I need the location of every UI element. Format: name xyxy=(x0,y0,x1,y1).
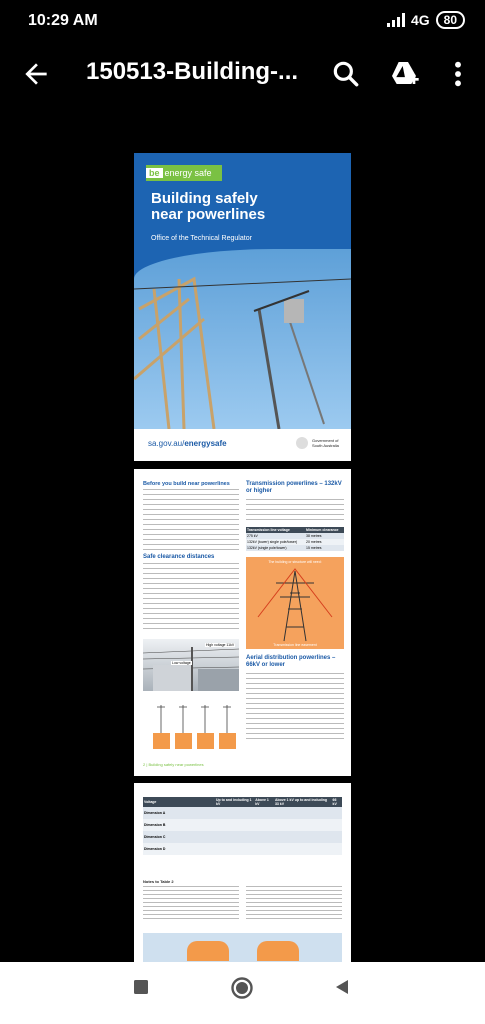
nav-back-icon[interactable] xyxy=(333,978,351,996)
gov-logo-text: Government of South Australia xyxy=(312,438,339,448)
nav-recents-icon[interactable] xyxy=(132,978,150,996)
photo-label-low: Low voltage xyxy=(172,661,191,665)
table-notes-title: Notes to Table 2 xyxy=(143,879,174,884)
page2-heading-left-2: Safe clearance distances xyxy=(143,554,215,560)
battery-icon xyxy=(436,11,465,29)
page3-notes-right xyxy=(246,886,342,920)
pdf-page-3[interactable] xyxy=(134,783,351,962)
transmission-clearance-table xyxy=(246,527,344,551)
page2-heading-left: Before you build near powerlines xyxy=(143,481,230,487)
table-row: Dimension A xyxy=(143,807,342,819)
transmission-tower-diagram: The building or structure will need: Transmission line easement xyxy=(246,557,344,649)
status-indicators xyxy=(387,11,465,29)
table-row: Dimension C xyxy=(143,831,342,843)
page2-text-block-1 xyxy=(143,489,239,553)
cover-subtitle: Office of the Technical Regulator xyxy=(151,235,252,242)
network-type: 4G xyxy=(410,12,430,28)
page3-notes-left xyxy=(143,886,239,920)
street-powerline-photo xyxy=(143,639,239,691)
document-title: 150513-Building-... xyxy=(86,58,299,85)
distribution-clearance-table xyxy=(143,797,342,855)
status-bar xyxy=(0,0,485,44)
pdf-viewer[interactable] xyxy=(0,106,485,962)
brand-logo: be energy safe xyxy=(146,165,222,181)
construction-scene-image xyxy=(134,249,351,429)
clearance-zone-shape xyxy=(257,941,299,961)
cover-url: sa.gov.au/energysafe xyxy=(148,439,227,448)
page2-heading-right: Transmission powerlines – 132kV or higher xyxy=(246,481,342,494)
cover-title: Building safely near powerlines xyxy=(151,190,266,223)
table-header-row: Voltage Up to and including 1 kV Above 1 kV Above 1 kV up to and including 33 kV 66 kV xyxy=(143,797,342,807)
app-bar xyxy=(0,44,485,106)
pole-diagram-image xyxy=(143,697,239,751)
pdf-page-2[interactable] xyxy=(134,469,351,776)
pdf-page-1[interactable] xyxy=(134,153,351,461)
page2-heading-right-2: Aerial distribution powerlines – 66kV or lower xyxy=(246,655,336,668)
page2-text-block-4 xyxy=(246,673,344,743)
battery-level: 80 xyxy=(443,13,457,27)
pole-clearance-diagram xyxy=(143,697,239,751)
page2-text-block-3 xyxy=(246,499,344,523)
table-row: 132kV (tower) single pole/tower) 20 metres xyxy=(246,539,344,545)
photo-label-high: High voltage 11kV xyxy=(206,643,235,647)
cover-photo xyxy=(134,249,351,429)
cover-footer xyxy=(134,429,351,461)
signal-icon xyxy=(387,13,405,27)
page2-footer: 2 | Building safely near powerlines xyxy=(143,762,204,767)
page2-text-block-2 xyxy=(143,563,239,633)
tower-image xyxy=(246,557,344,649)
page3-diagram xyxy=(143,933,342,962)
status-time: 10:29 AM xyxy=(28,12,98,29)
table-row: Dimension B xyxy=(143,819,342,831)
system-nav-bar xyxy=(0,962,485,1024)
arrow-left-icon[interactable] xyxy=(20,58,52,90)
search-icon[interactable] xyxy=(330,58,362,90)
table-row: 132kV (single pole/tower) 15 metres xyxy=(246,545,344,551)
table-row: 275 kV 38 metres xyxy=(246,533,344,539)
drive-add-icon[interactable] xyxy=(388,58,420,90)
gov-crest-icon xyxy=(296,437,308,449)
nav-home-icon[interactable] xyxy=(230,976,254,1000)
table-header-row: Transmission line voltage Minimum clearance xyxy=(246,527,344,533)
more-vert-icon[interactable] xyxy=(442,58,474,90)
clearance-zone-shape xyxy=(187,941,229,961)
table-row: Dimension D xyxy=(143,843,342,855)
